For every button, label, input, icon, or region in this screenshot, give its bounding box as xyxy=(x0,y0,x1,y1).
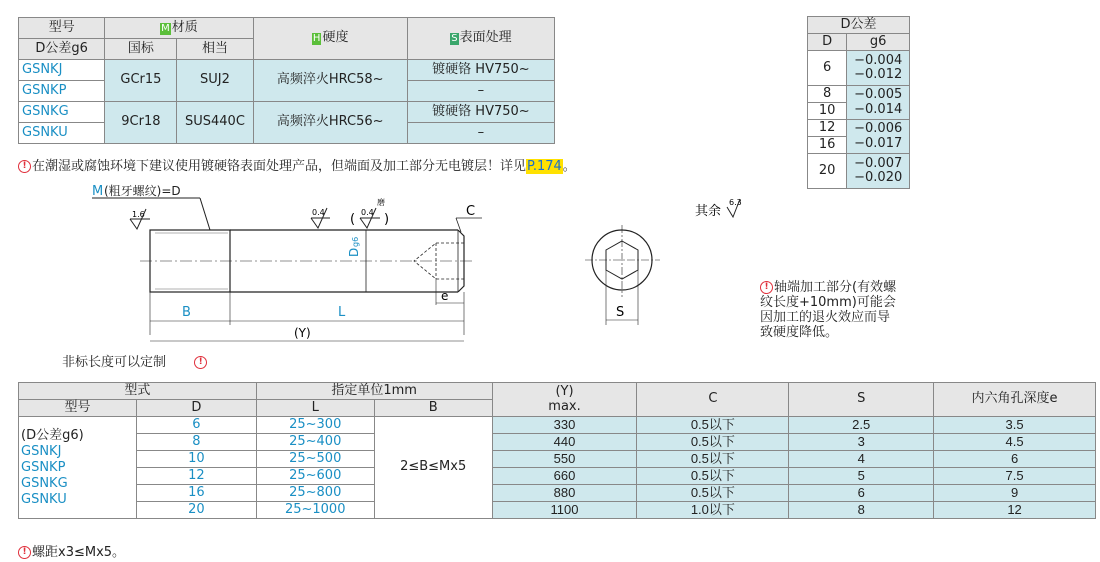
hardness-tag: H xyxy=(312,33,321,45)
tolerance-table xyxy=(807,16,910,189)
row-hardness: 高频淬火HRC56~ xyxy=(253,102,407,144)
row-d: 20 xyxy=(136,502,256,519)
row-c: 0.5以下 xyxy=(637,451,789,468)
warning-icon: ! xyxy=(18,160,31,173)
row-s: 8 xyxy=(789,502,934,519)
header-tolerance: D公差g6 xyxy=(19,39,105,60)
svg-text:(: ( xyxy=(350,212,356,227)
row-c: 0.5以下 xyxy=(637,417,789,434)
row-d: 12 xyxy=(136,468,256,485)
rest-label: 其余 xyxy=(695,204,722,219)
row-e: 3.5 xyxy=(934,417,1096,434)
row-c: 1.0以下 xyxy=(637,502,789,519)
tol-d: 10 xyxy=(808,103,847,120)
ground-mark: 磨 xyxy=(377,198,385,207)
row-l: 25~500 xyxy=(256,451,374,468)
pitch-footnote: ! 螺距x3≤Mx5。 xyxy=(18,541,125,560)
header-b: B xyxy=(374,400,492,417)
row-y: 330 xyxy=(492,417,637,434)
row-equivalent: SUJ2 xyxy=(177,60,253,102)
tol-d: 12 xyxy=(808,120,847,137)
row-s: 6 xyxy=(789,485,934,502)
header-hardness: H 硬度 xyxy=(253,18,407,60)
header-c: C xyxy=(637,383,789,417)
row-code: GSNKU xyxy=(19,123,105,144)
row-d: 10 xyxy=(136,451,256,468)
hardness-note: ! 轴端加工部分(有效螺 纹长度+10mm)可能会 因加工的退火效应而导 致硬度降低。 xyxy=(760,280,897,340)
row-s: 4 xyxy=(789,451,934,468)
row-c: 0.5以下 xyxy=(637,468,789,485)
row-s: 3 xyxy=(789,434,934,451)
tol-col-g6: g6 xyxy=(847,34,910,51)
row-surface: 镀硬铬 HV750~ xyxy=(407,60,554,81)
tol-d: 6 xyxy=(808,51,847,86)
custom-length-note: 非标长度可以定制 ! xyxy=(62,351,208,370)
s-label: S xyxy=(616,305,625,320)
tol-d: 20 xyxy=(808,154,847,189)
row-national: 9Cr18 xyxy=(105,102,177,144)
page-link[interactable]: P.174 xyxy=(527,159,562,174)
row-l: 25~1000 xyxy=(256,502,374,519)
row-y: 660 xyxy=(492,468,637,485)
tol-d: 16 xyxy=(808,137,847,154)
row-c: 0.5以下 xyxy=(637,434,789,451)
row-code: GSNKJ xyxy=(19,60,105,81)
row-d: 16 xyxy=(136,485,256,502)
diameter-label: D xyxy=(347,247,361,257)
row-y: 1100 xyxy=(492,502,637,519)
header-unit: 指定单位1mm xyxy=(256,383,492,400)
roughness-0-4: 0.4 xyxy=(312,208,325,217)
spec-table xyxy=(18,382,1096,519)
material-table xyxy=(18,17,555,144)
row-l: 25~800 xyxy=(256,485,374,502)
tol-title: D公差 xyxy=(808,17,910,34)
row-e: 9 xyxy=(934,485,1096,502)
thread-note: (粗牙螺纹)=D xyxy=(104,184,181,198)
warning-icon: ! xyxy=(18,546,31,559)
row-equivalent: SUS440C xyxy=(177,102,253,144)
row-d: 6 xyxy=(136,417,256,434)
header-depth: 内六角孔深度e xyxy=(934,383,1096,417)
header-surface: S 表面处理 xyxy=(407,18,554,60)
row-e: 12 xyxy=(934,502,1096,519)
row-surface: – xyxy=(407,123,554,144)
warning-icon: ! xyxy=(194,356,207,369)
row-l: 25~600 xyxy=(256,468,374,485)
row-code: GSNKG xyxy=(19,102,105,123)
row-l: 25~300 xyxy=(256,417,374,434)
diameter-tolerance: g6 xyxy=(351,236,360,247)
tol-d: 8 xyxy=(808,86,847,103)
svg-text:): ) xyxy=(384,212,390,227)
tol-value: −0.007 −0.020 xyxy=(847,154,910,189)
header-type: 型号 xyxy=(19,18,105,39)
header-s: S xyxy=(789,383,934,417)
roughness-0-4-ground: 0.4 xyxy=(361,208,374,217)
row-e: 7.5 xyxy=(934,468,1096,485)
row-code: GSNKP xyxy=(19,81,105,102)
header-d: D xyxy=(136,400,256,417)
row-s: 2.5 xyxy=(789,417,934,434)
header-l: L xyxy=(256,400,374,417)
row-y: 550 xyxy=(492,451,637,468)
thread-label: M xyxy=(92,184,104,199)
material-note: ! 在潮湿或腐蚀环境下建议使用镀硬铬表面处理产品，但端面及加工部分无电镀层！详见P.174。 xyxy=(18,155,576,174)
tol-value: −0.006 −0.017 xyxy=(847,120,910,154)
tol-value: −0.005 −0.014 xyxy=(847,86,910,120)
b-range: 2≤B≤Mx5 xyxy=(374,417,492,519)
row-d: 8 xyxy=(136,434,256,451)
row-y: 880 xyxy=(492,485,637,502)
surface-tag: S xyxy=(451,33,458,45)
warning-icon: ! xyxy=(760,281,773,294)
row-e: 4.5 xyxy=(934,434,1096,451)
b-dimension: B xyxy=(182,305,191,320)
row-s: 5 xyxy=(789,468,934,485)
row-surface: – xyxy=(407,81,554,102)
row-l: 25~400 xyxy=(256,434,374,451)
row-c: 0.5以下 xyxy=(637,485,789,502)
header-type: 型号 xyxy=(19,400,137,417)
l-dimension: L xyxy=(338,305,346,320)
tol-col-d: D xyxy=(808,34,847,51)
tol-value: −0.004 −0.012 xyxy=(847,51,910,86)
row-y: 440 xyxy=(492,434,637,451)
header-model-form: 型式 xyxy=(19,383,257,400)
row-surface: 镀硬铬 HV750~ xyxy=(407,102,554,123)
header-equivalent: 相当 xyxy=(177,39,253,60)
material-tag: M xyxy=(161,22,170,34)
pin-drawing xyxy=(0,175,740,365)
row-hardness: 高频淬火HRC58~ xyxy=(253,60,407,102)
y-dimension: (Y) xyxy=(294,326,311,340)
e-label: e xyxy=(441,289,449,303)
header-y: (Y) max. xyxy=(492,383,637,417)
row-national: GCr15 xyxy=(105,60,177,102)
type-block: (D公差g6) GSNKJ GSNKP GSNKG GSNKU xyxy=(19,417,137,519)
header-material: M 材质 xyxy=(105,18,253,39)
header-national: 国标 xyxy=(105,39,177,60)
row-e: 6 xyxy=(934,451,1096,468)
rest-roughness: 6.3 xyxy=(729,198,742,207)
chamfer-label: C xyxy=(466,204,476,219)
roughness-1-6: 1.6 xyxy=(132,210,145,219)
